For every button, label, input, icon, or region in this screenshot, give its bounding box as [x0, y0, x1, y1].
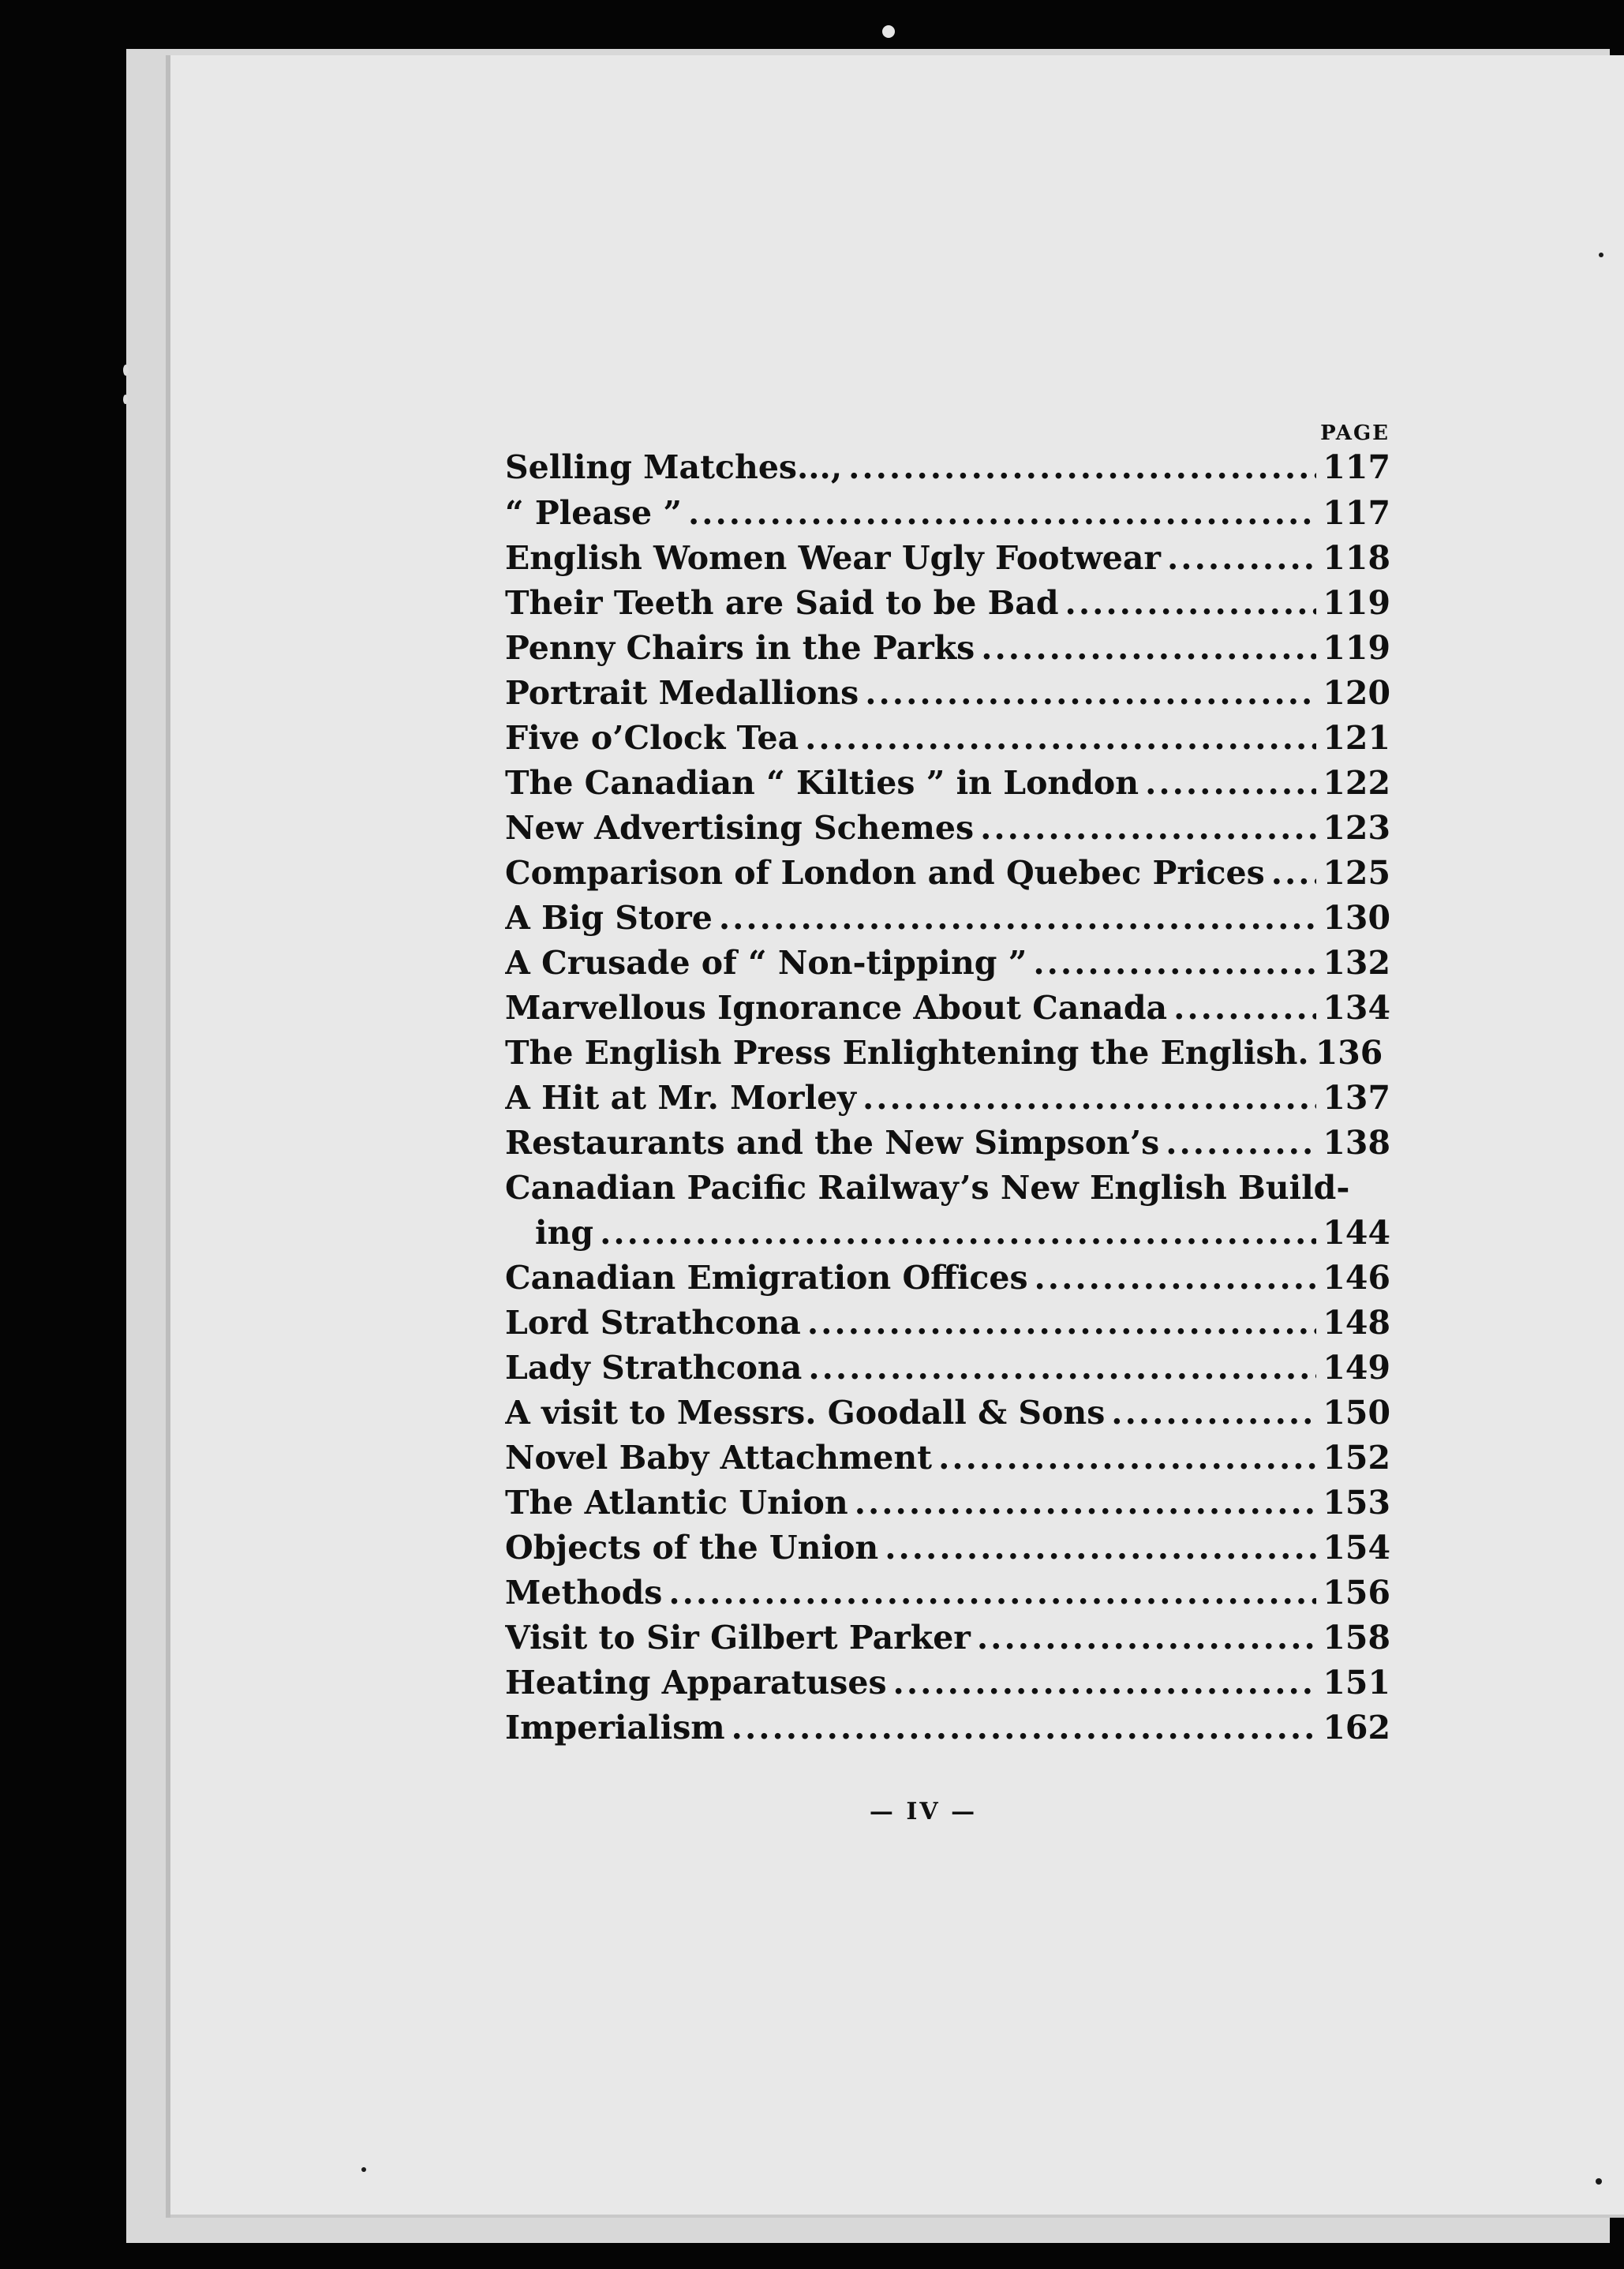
toc-entry: [505, 629, 1390, 674]
toc-entry-page: 148: [1323, 1304, 1390, 1342]
toc-entry-title: A Crusade of “ Non-tipping ”: [505, 944, 1027, 982]
dot-leader: [893, 1664, 1317, 1702]
dot-leader: [1035, 1259, 1317, 1297]
page-folio: — IV —: [869, 1798, 978, 1825]
toc-entry-page: 137: [1323, 1079, 1390, 1117]
toc-entry: [505, 764, 1390, 809]
dot-leader: [1111, 1394, 1316, 1432]
toc-entry-page: 119: [1323, 584, 1390, 622]
toc-entry: [505, 809, 1390, 854]
scan-speck: [882, 25, 895, 38]
toc-entry-title: Comparison of London and Quebec Prices: [505, 854, 1265, 892]
toc-entry: [505, 1124, 1390, 1169]
toc-entry-title: Imperialism: [505, 1709, 725, 1747]
toc-entry-title: Visit to Sir Gilbert Parker: [505, 1619, 971, 1657]
toc-entry: [505, 1709, 1390, 1754]
dot-leader: [808, 1349, 1316, 1387]
toc-entry-title: The English Press Enlightening the English.: [505, 1034, 1309, 1072]
toc-entry-page: 121: [1323, 719, 1390, 757]
toc-entry-page: 119: [1323, 629, 1390, 667]
toc-entry: [505, 1664, 1390, 1709]
toc-entry-title: New Advertising Schemes: [505, 809, 975, 847]
toc-entry: [505, 944, 1390, 989]
toc-entry: [505, 989, 1390, 1034]
toc-entry: [505, 1214, 1390, 1259]
dot-leader: [885, 1529, 1316, 1567]
dot-leader: [981, 629, 1316, 667]
toc-entry: [505, 1574, 1390, 1619]
scan-speck: [1596, 2178, 1602, 2185]
dot-leader: [980, 809, 1316, 847]
toc-entry: [505, 1394, 1390, 1439]
toc-entry-title: Restaurants and the New Simpson’s: [505, 1124, 1160, 1162]
dot-leader: [719, 899, 1317, 937]
toc-entry-page: 136: [1315, 1034, 1383, 1072]
toc-entry-page: 118: [1323, 539, 1390, 577]
toc-entry-page: 149: [1323, 1349, 1390, 1387]
toc-entry: [505, 494, 1390, 539]
dot-leader: [688, 494, 1316, 532]
dot-leader: [848, 448, 1316, 486]
toc-entry-title: Five o’Clock Tea: [505, 719, 799, 757]
toc-entry-page: 151: [1323, 1664, 1390, 1702]
toc-entry-title: The Atlantic Union: [505, 1484, 848, 1522]
toc-entry: [505, 1484, 1390, 1529]
toc-entry-page: 123: [1323, 809, 1390, 847]
toc-entry: [505, 1439, 1390, 1484]
toc-entry-title: Heating Apparatuses: [505, 1664, 887, 1702]
toc-entry-title: Objects of the Union: [505, 1529, 879, 1567]
toc-entry-title: Penny Chairs in the Parks: [505, 629, 975, 667]
page-column-label: PAGE: [1320, 421, 1390, 445]
toc-entry-page: 154: [1323, 1529, 1390, 1567]
dot-leader: [855, 1484, 1317, 1522]
toc-entry: [505, 539, 1390, 584]
toc-entry-page: 132: [1323, 944, 1390, 982]
toc-entry-page: 144: [1323, 1214, 1390, 1252]
toc-entry-page: 162: [1323, 1709, 1390, 1747]
dot-leader: [1271, 854, 1317, 892]
toc-entry-title: A visit to Messrs. Goodall & Sons: [505, 1394, 1106, 1432]
dot-leader: [977, 1619, 1317, 1657]
toc-entry-page: 156: [1323, 1574, 1390, 1612]
toc-entry-page: 130: [1323, 899, 1390, 937]
toc-entry-title: “ Please ”: [505, 494, 682, 532]
scan-speck: [123, 395, 128, 404]
dot-leader: [1145, 764, 1316, 802]
toc-entry: [505, 1169, 1390, 1214]
toc-entry-page: 138: [1323, 1124, 1390, 1162]
dot-leader: [938, 1439, 1316, 1477]
dot-leader: [668, 1574, 1316, 1612]
dot-leader: [1167, 539, 1316, 577]
toc-entry-page: 125: [1323, 854, 1390, 892]
toc-entry-title: Portrait Medallions: [505, 674, 859, 712]
toc-entry-title: Lady Strathcona: [505, 1349, 803, 1387]
toc-entry-page: 134: [1323, 989, 1390, 1027]
toc-entry: [505, 1079, 1390, 1124]
table-of-contents: [505, 448, 1390, 1754]
toc-entry-title: Selling Matches...,: [505, 448, 843, 486]
dot-leader: [1033, 944, 1316, 982]
dot-leader: [865, 674, 1316, 712]
toc-entry-title: Their Teeth are Said to be Bad: [505, 584, 1059, 622]
toc-entry-page: 158: [1323, 1619, 1390, 1657]
dot-leader: [600, 1214, 1316, 1252]
toc-entry-title: Lord Strathcona: [505, 1304, 801, 1342]
toc-entry-page: 150: [1323, 1394, 1390, 1432]
toc-entry-title: A Big Store: [505, 899, 713, 937]
toc-entry: [505, 1034, 1390, 1079]
toc-entry-page: 152: [1323, 1439, 1390, 1477]
dot-leader: [732, 1709, 1317, 1747]
toc-entry-page: 117: [1323, 494, 1390, 532]
toc-entry-title: ing: [535, 1214, 594, 1252]
toc-entry: [505, 448, 1390, 494]
dot-leader: [1065, 584, 1317, 622]
dot-leader: [1173, 989, 1316, 1027]
toc-entry-page: 146: [1323, 1259, 1390, 1297]
toc-entry: [505, 899, 1390, 944]
dot-leader: [807, 1304, 1317, 1342]
toc-entry-title: Canadian Pacific Railway’s New English Build-: [505, 1169, 1350, 1207]
dot-leader: [1166, 1124, 1316, 1162]
toc-entry: [505, 719, 1390, 764]
toc-entry-title: A Hit at Mr. Morley: [505, 1079, 856, 1117]
scan-speck: [123, 365, 129, 376]
toc-entry-page: 122: [1323, 764, 1390, 802]
toc-entry-title: Canadian Emigration Offices: [505, 1259, 1028, 1297]
toc-entry: [505, 1304, 1390, 1349]
toc-entry-page: 153: [1323, 1484, 1390, 1522]
toc-entry-title: Methods: [505, 1574, 663, 1612]
scan-speck: [1599, 253, 1603, 257]
toc-entry-title: Marvellous Ignorance About Canada: [505, 989, 1168, 1027]
toc-entry: [505, 854, 1390, 899]
toc-entry: [505, 1349, 1390, 1394]
scan-speck: [361, 2167, 366, 2172]
toc-entry: [505, 674, 1390, 719]
toc-entry-page: 117: [1323, 448, 1390, 486]
toc-entry-title: Novel Baby Attachment: [505, 1439, 933, 1477]
toc-entry: [505, 1529, 1390, 1574]
toc-entry: [505, 584, 1390, 629]
toc-entry-page: 120: [1323, 674, 1390, 712]
dot-leader: [863, 1079, 1316, 1117]
toc-entry: [505, 1259, 1390, 1304]
toc-entry-title: English Women Wear Ugly Footwear: [505, 539, 1162, 577]
toc-entry-title: The Canadian “ Kilties ” in London: [505, 764, 1139, 802]
dot-leader: [805, 719, 1316, 757]
toc-entry: [505, 1619, 1390, 1664]
